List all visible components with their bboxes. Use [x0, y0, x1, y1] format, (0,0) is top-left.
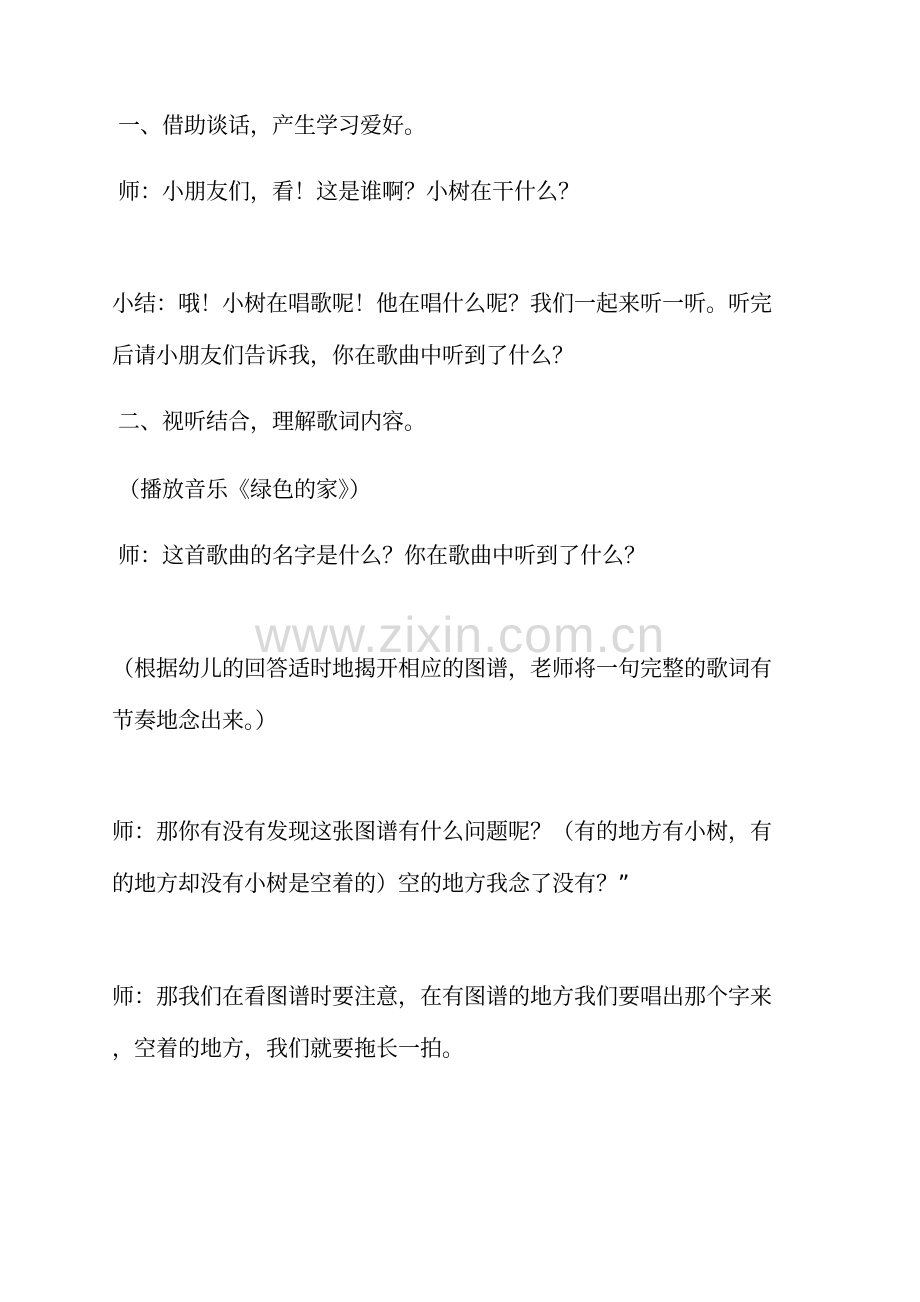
- watermark: www.zixin.com.cn: [254, 607, 666, 663]
- paragraph-line: 的地方却没有小树是空着的）空的地方我念了没有？”: [112, 872, 630, 897]
- section-heading-1: 一、借助谈话，产生学习爱好。: [118, 114, 427, 139]
- paragraph-line: 师：那我们在看图谱时要注意，在有图谱的地方我们要唱出那个字来: [112, 985, 773, 1010]
- paragraph-line: 师：小朋友们，看！这是谁啊？小树在干什么？: [118, 180, 581, 205]
- paragraph-line: （播放音乐《绿色的家》）: [118, 478, 372, 503]
- section-heading-2: 二、视听结合，理解歌词内容。: [118, 410, 427, 435]
- paragraph-line: （根据幼儿的回答适时地揭开相应的图谱，老师将一句完整的歌词有: [112, 657, 773, 682]
- paragraph-line: 师：这首歌曲的名字是什么？你在歌曲中听到了什么？: [118, 544, 647, 569]
- paragraph-line: 小结：哦！小树在唱歌呢！他在唱什么呢？我们一起来听一听。听完: [112, 292, 773, 317]
- paragraph-line: ，空着的地方，我们就要拖长一拍。: [112, 1037, 465, 1062]
- paragraph-line: 后请小朋友们告诉我，你在歌曲中听到了什么？: [112, 344, 575, 369]
- paragraph-line: 师：那你有没有发现这张图谱有什么问题呢？（有的地方有小树，有: [112, 820, 773, 845]
- paragraph-line: 节奏地念出来。）: [112, 709, 278, 734]
